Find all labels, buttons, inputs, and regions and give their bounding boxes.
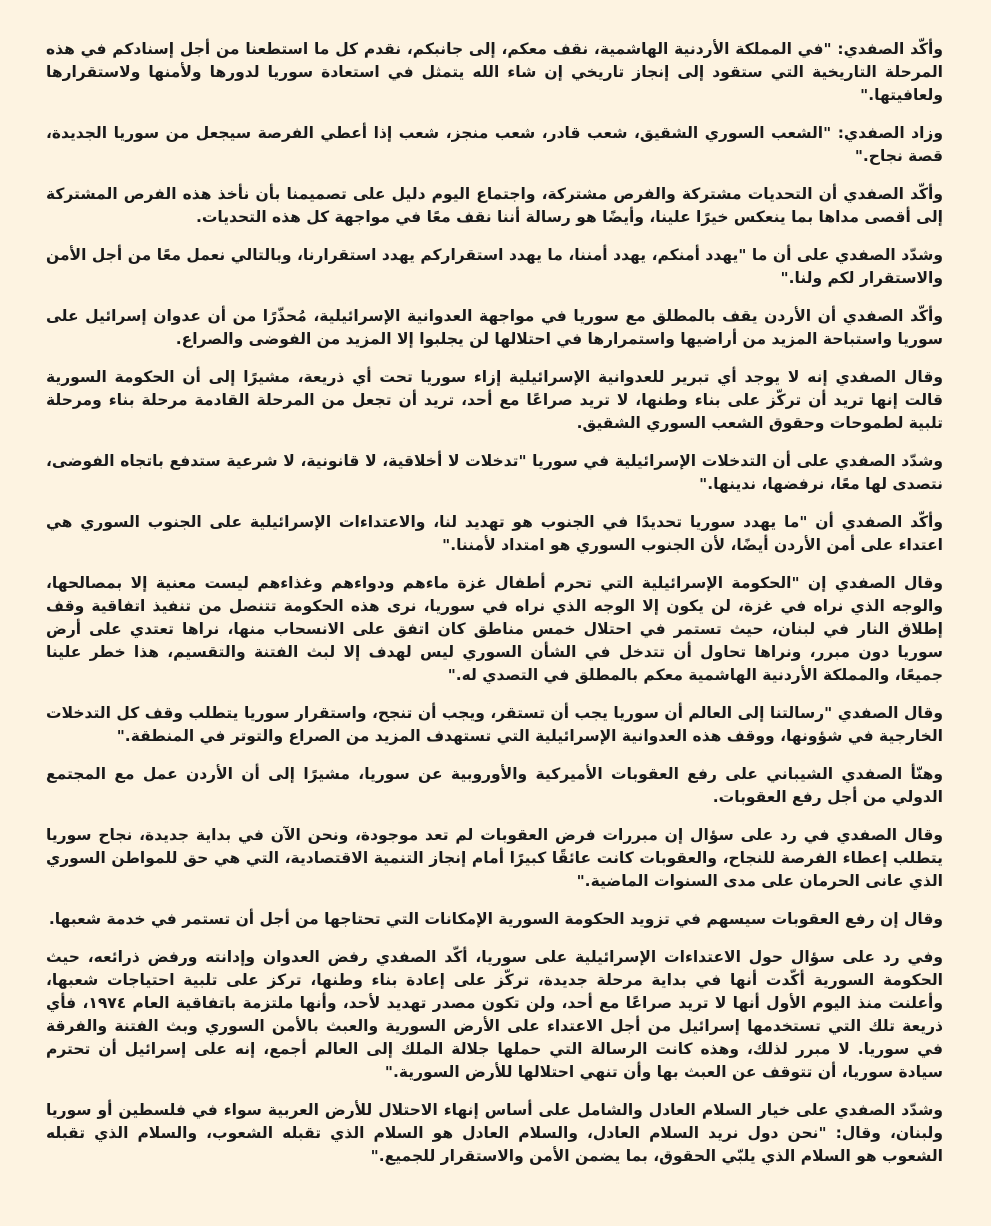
paragraph-4: وشدّد الصفدي على أن ما "يهدد أمنكم، يهدد أمننا، ما يهدد استقراركم يهدد استقرارنا، وبالتالي نعمل معًا من أجل الأمن والاستقرار لكم ولنا." [46, 246, 943, 287]
paragraph-2: وزاد الصفدي: "الشعب السوري الشقيق، شعب قادر، شعب منجز، شعب إذا أعطي الفرصة سيجعل من سوريا الجديدة، قصة نجاح." [46, 124, 943, 165]
paragraph-10: وقال الصفدي "رسالتنا إلى العالم أن سوريا يجب أن تستقر، ويجب أن تنجح، واستقرار سوريا يتطلب وقف كل التدخلات الخارجية في شؤونها، ووقف هذه العدوانية الإسرائيلية التي تستهدف المزيد من الصراع والتوتر في المنطقة." [46, 704, 943, 745]
paragraph-3: وأكّد الصفدي أن التحديات مشتركة والفرص مشتركة، واجتماع اليوم دليل على تصميمنا بأن نأخذ هذه الفرص المشتركة إلى أقصى مداها بما ينعكس خيرًا علينا، وأيضًا هو رسالة أننا نقف معًا في مواجهة كل هذه التحديات. [46, 185, 943, 226]
paragraph-13: وقال إن رفع العقوبات سيسهم في تزويد الحكومة السورية الإمكانات التي تحتاجها من أجل أن تستمر في خدمة شعبها. [48, 910, 943, 928]
paragraph-9: وقال الصفدي إن "الحكومة الإسرائيلية التي تحرم أطفال غزة ماءهم ودواءهم وغذاءهم ليست معنية إلا بمصالحها، والوجه الذي نراه في غزة، لن يكون إلا الوجه الذي نراه في سوريا، نرى هذه الحكومة تتنصل من تنفيذ اتفاقية وقف إطلاق النار في لبنان، حيث تستمر في احتلال خمس مناطق كان اتفق على الانسحاب منها، نراها تعتدي على أرض سوريا دون مبرر، ونراها تحاول أن تتدخل في الشأن السوري ليس لهدف إلا لبث الفتنة والتقسيم، هذا خطر علينا جميعًا، والمملكة الأردنية الهاشمية معكم بالمطلق في التصدي له." [46, 574, 943, 684]
paragraph-15: وشدّد الصفدي على خيار السلام العادل والشامل على أساس إنهاء الاحتلال للأرض العربية سواء في فلسطين أو سوريا ولبنان، وقال: "نحن دول نريد السلام العادل، والسلام العادل هو السلام الذي تقبله الشعوب، والسلام الذي تقبله الشعوب هو السلام الذي يلبّي الحقوق، بما يضمن الأمن والاستقرار للجميع." [46, 1101, 943, 1165]
paragraph-7: وشدّد الصفدي على أن التدخلات الإسرائيلية في سوريا "تدخلات لا أخلاقية، لا قانونية، لا شرعية ستدفع باتجاه الفوضى، نتصدى لها معًا، نرفضها، ندينها." [46, 452, 943, 493]
paragraph-14: وفي رد على سؤال حول الاعتداءات الإسرائيلية على سوريا، أكّد الصفدي رفض العدوان وإدانته ورفض ذرائعه، حيث الحكومة السورية أكّدت أنها في بداية مرحلة جديدة، تركّز على إعادة بناء وطنها، تركز على تلبية احتياجات شعبها، وأعلنت منذ اليوم الأول أنها لا تريد صراعًا مع أحد، ولن تكون مصدر تهديد لأحد، وأنها ملتزمة باتفاقية العام ١٩٧٤، فأي ذريعة تلك التي تستخدمها إسرائيل من أجل الاعتداء على الأرض السورية والعبث بالأمن السوري وبث الفتنة والفرقة في سوريا. لا مبرر لذلك، وهذه كانت الرسالة التي حملها جلالة الملك إلى العالم أجمع، إنه على إسرائيل أن تحترم سيادة سوريا، أن تتوقف عن العبث بها وأن تنهي احتلالها للأرض السورية." [46, 948, 943, 1081]
paragraph-6: وقال الصفدي إنه لا يوجد أي تبرير للعدوانية الإسرائيلية إزاء سوريا تحت أي ذريعة، مشيرًا إلى أن الحكومة السورية قالت إنها تريد أن تركّز على بناء وطنها، لا تريد صراعًا مع أحد، تريد أن تجعل من المرحلة القادمة مرحلة بناء ومرحلة تلبية لطموحات وحقوق الشعب السوري الشقيق. [46, 368, 943, 432]
paragraph-5: وأكّد الصفدي أن الأردن يقف بالمطلق مع سوريا في مواجهة العدوانية الإسرائيلية، مُحذّرًا من أن عدوان إسرائيل على سوريا واستباحة المزيد من أراضيها واستمرارها في احتلالها لن يجلبوا إلا المزيد من الفوضى والصراع. [46, 307, 943, 348]
paragraph-1: وأكّد الصفدي: "في المملكة الأردنية الهاشمية، نقف معكم، إلى جانبكم، نقدم كل ما استطعنا من أجل إسنادكم في هذه المرحلة التاريخية التي ستقود إلى إنجاز تاريخي إن شاء الله يتمثل في استعادة سوريا لدورها ولأمنها ولاستقرارها ولعافيتها." [46, 40, 943, 104]
paragraph-8: وأكّد الصفدي أن "ما يهدد سوريا تحديدًا في الجنوب هو تهديد لنا، والاعتداءات الإسرائيلية على الجنوب السوري هي اعتداء على أمن الأردن أيضًا، لأن الجنوب السوري هو امتداد لأمننا." [46, 513, 943, 554]
paragraph-11: وهنّأ الصفدي الشيباني على رفع العقوبات الأميركية والأوروبية عن سوريا، مشيرًا إلى أن الأردن عمل مع المجتمع الدولي من أجل رفع العقوبات. [46, 765, 943, 806]
paragraph-12: وقال الصفدي في رد على سؤال إن مبررات فرض العقوبات لم تعد موجودة، ونحن الآن في بداية جديدة، نجاح سوريا يتطلب إعطاء الفرصة للنجاح، والعقوبات كانت عائقًا كبيرًا أمام إنجاز التنمية الاقتصادية، التي هي حق للمواطن السوري الذي عانى الحرمان على مدى السنوات الماضية." [46, 826, 943, 890]
